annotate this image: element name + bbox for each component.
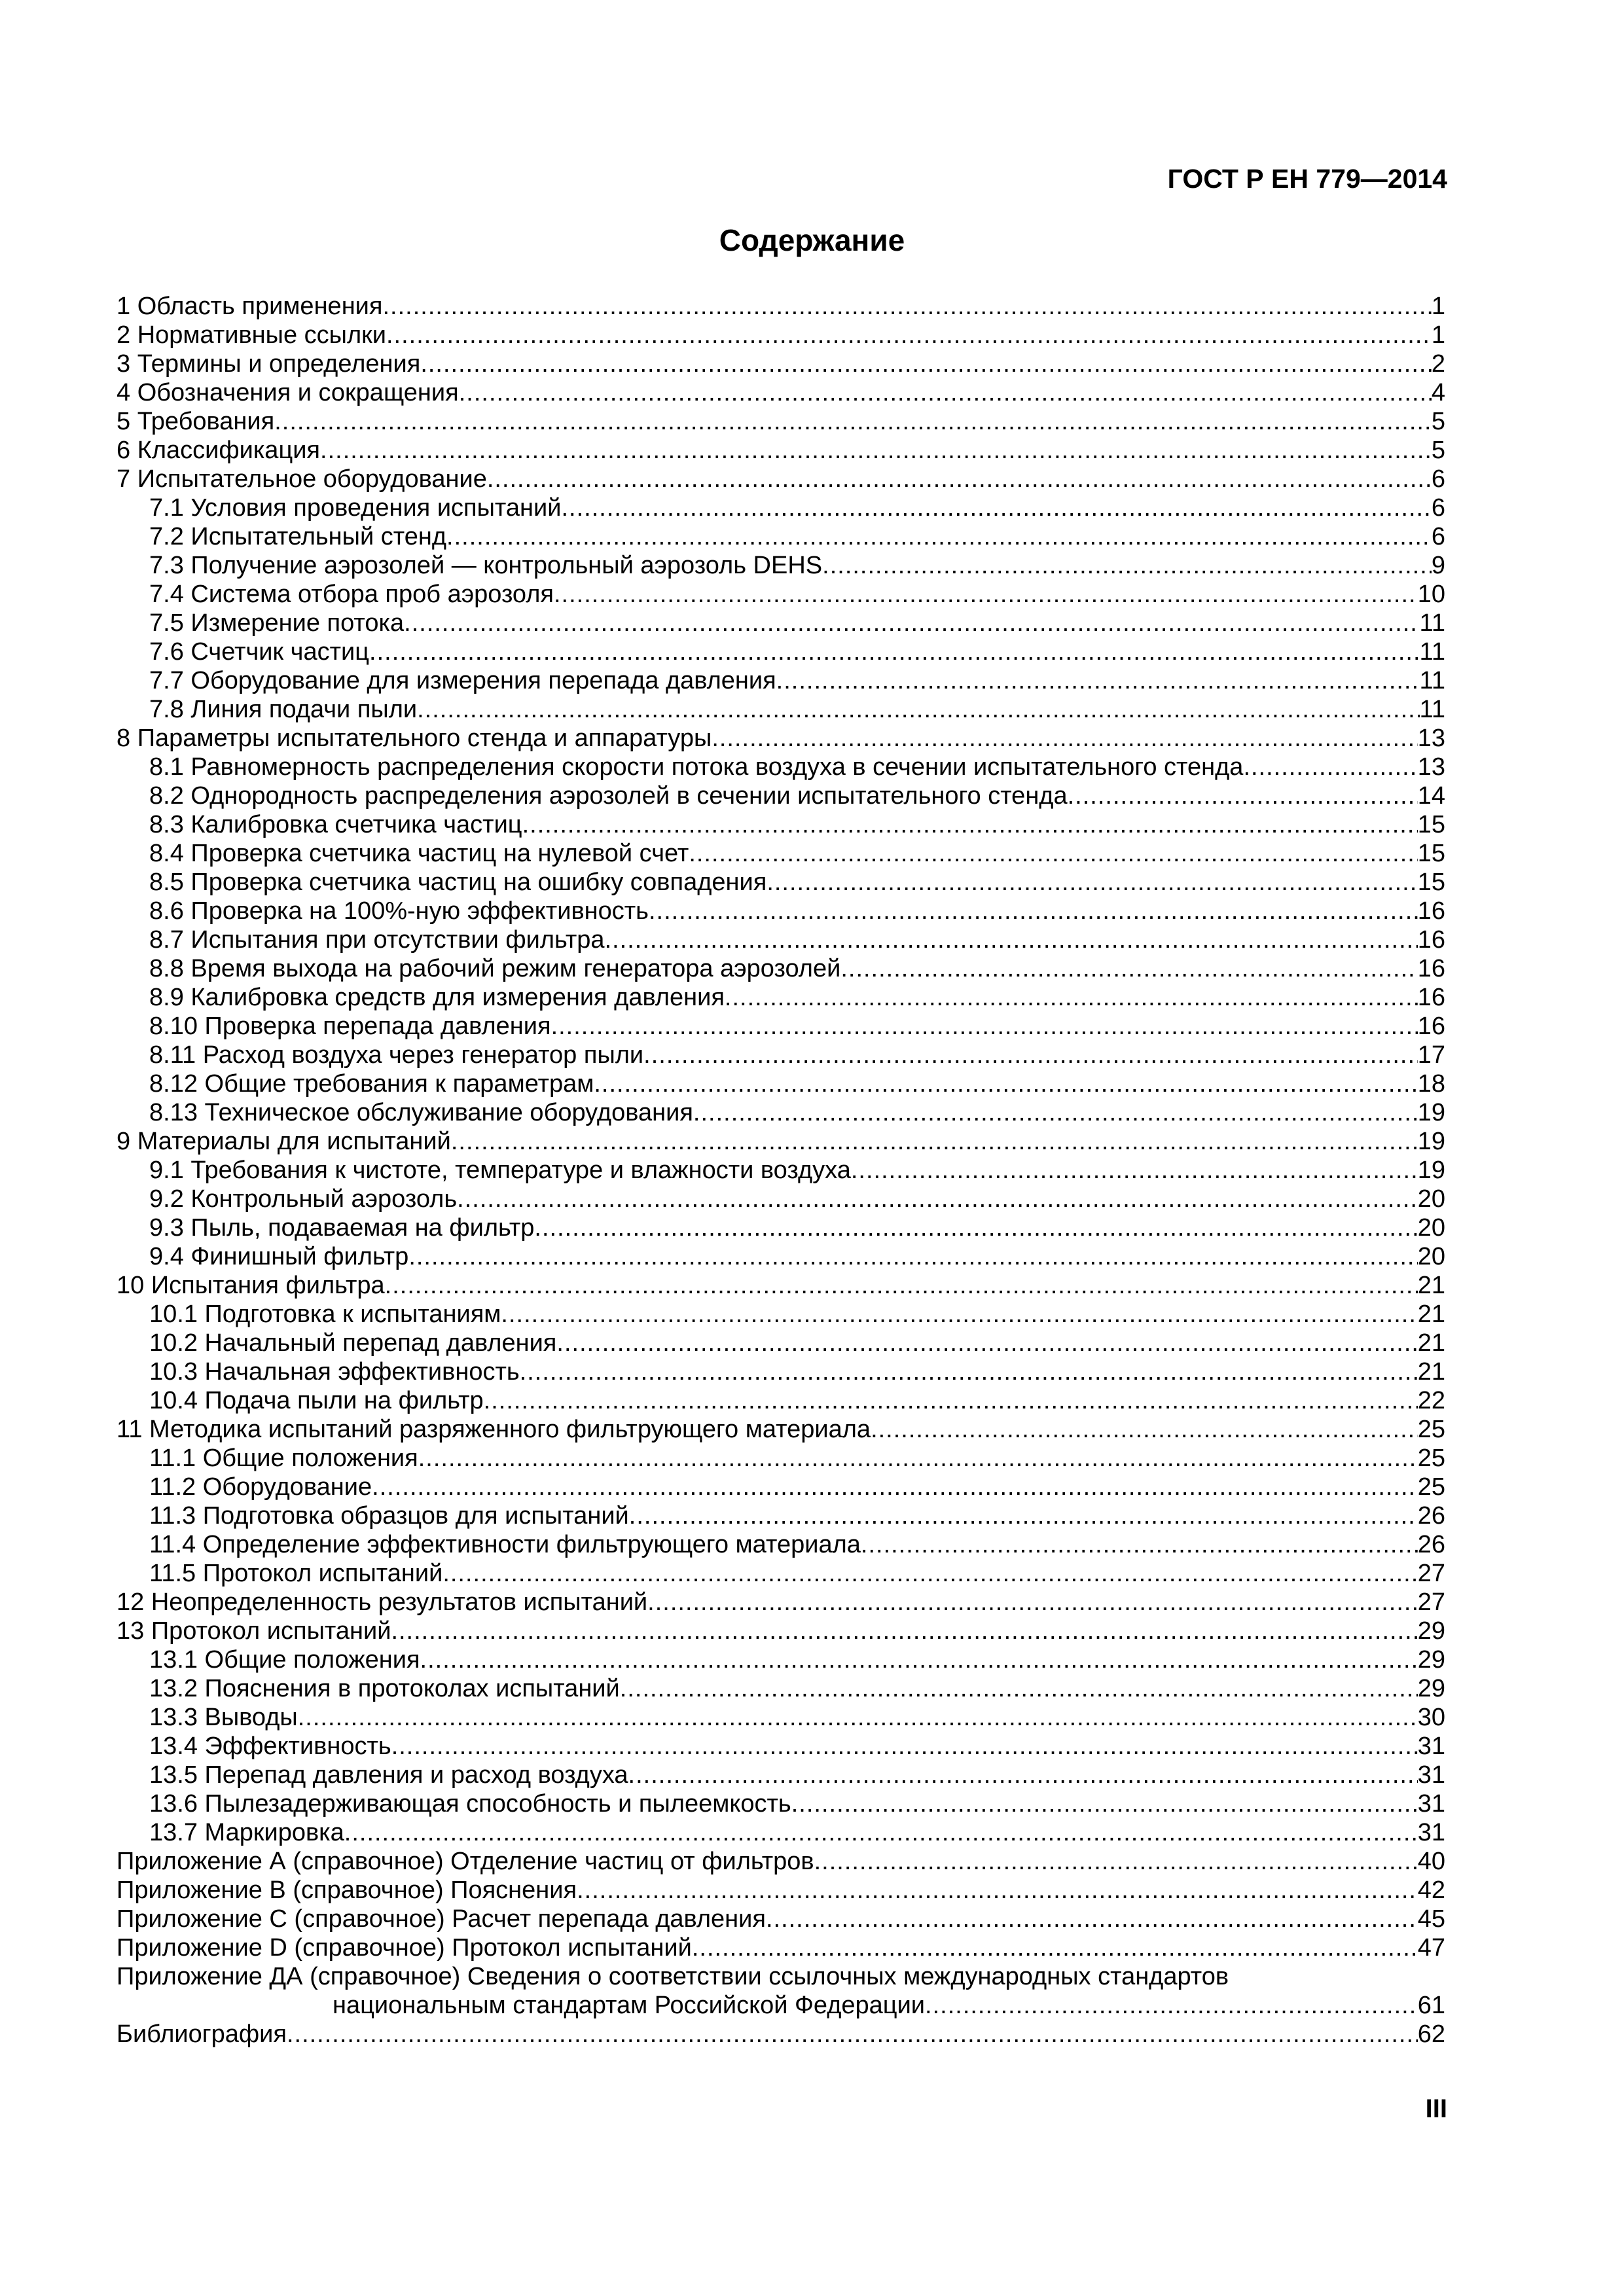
toc-entry-page: 11 bbox=[1419, 667, 1445, 694]
toc-entry-page: 25 bbox=[1417, 1473, 1445, 1501]
toc-entry-page: 9 bbox=[1431, 552, 1445, 579]
toc-entry-title: 10 Испытания фильтра bbox=[117, 1272, 385, 1299]
toc-entry-title: 13.2 Пояснения в протоколах испытаний bbox=[149, 1675, 620, 1702]
toc-leader-dots bbox=[391, 1732, 1418, 1761]
toc-entry-title: 5 Требования bbox=[117, 408, 275, 435]
toc-leader-dots bbox=[1243, 753, 1417, 781]
toc-entry[interactable] bbox=[117, 1098, 1445, 1127]
toc-leader-dots bbox=[420, 350, 1432, 378]
toc-leader-dots bbox=[647, 1588, 1418, 1617]
toc-entry-page: 5 bbox=[1431, 408, 1445, 435]
toc-leader-dots bbox=[766, 1905, 1418, 1933]
toc-heading: Содержание bbox=[719, 223, 905, 257]
toc-entry-title: 11.1 Общие положения bbox=[149, 1444, 418, 1472]
toc-entry-title: 8.9 Калибровка средств для измерения давления bbox=[149, 984, 725, 1011]
toc-entry-annex-da-line1[interactable]: Приложение ДА (справочное) Сведения о соответствии ссылочных международных стандартов bbox=[117, 1963, 1229, 1990]
toc-entry[interactable] bbox=[117, 983, 1445, 1012]
toc-entry-title: 11.4 Определение эффективности фильтрующего материала bbox=[149, 1531, 861, 1558]
toc-entry[interactable] bbox=[117, 1905, 1445, 1933]
toc-entry-title: 8.5 Проверка счетчика частиц на ошибку совпадения bbox=[149, 869, 767, 896]
toc-leader-dots bbox=[556, 1329, 1417, 1357]
toc-entry-title: 8.3 Калибровка счетчика частиц bbox=[149, 811, 522, 838]
toc-entry-page: 29 bbox=[1417, 1617, 1445, 1645]
toc-entry-page: 19 bbox=[1417, 1099, 1445, 1126]
toc-entry[interactable] bbox=[117, 609, 1445, 637]
toc-entry-title: 8.8 Время выхода на рабочий режим генератора аэрозолей bbox=[149, 955, 841, 982]
toc-leader-dots bbox=[457, 1185, 1418, 1213]
page-number: III bbox=[1425, 2094, 1447, 2123]
toc-entry-page: 29 bbox=[1417, 1675, 1445, 1702]
toc-entry[interactable] bbox=[117, 1703, 1445, 1732]
toc-leader-dots bbox=[551, 1012, 1418, 1041]
toc-entry-title: 8.4 Проверка счетчика частиц на нулевой счет bbox=[149, 840, 689, 867]
toc-entry-title: 9.2 Контрольный аэрозоль bbox=[149, 1185, 458, 1213]
toc-entry-page: 13 bbox=[1417, 753, 1445, 781]
toc-entry-title: 8.11 Расход воздуха через генератор пыли bbox=[149, 1041, 644, 1069]
toc-entry-page: 11 bbox=[1419, 609, 1445, 637]
toc-entry[interactable] bbox=[117, 551, 1445, 580]
toc-entry-title: Приложение А (справочное) Отделение частиц от фильтров bbox=[117, 1848, 814, 1875]
toc-leader-dots bbox=[274, 407, 1432, 436]
toc-entry[interactable] bbox=[117, 1357, 1445, 1386]
toc-entry-page: 15 bbox=[1417, 840, 1445, 867]
toc-entry-page: 27 bbox=[1417, 1588, 1445, 1616]
toc-entry-page: 20 bbox=[1417, 1185, 1445, 1213]
toc-entry[interactable] bbox=[117, 1645, 1445, 1674]
toc-entry[interactable] bbox=[117, 954, 1445, 983]
toc-entry[interactable] bbox=[117, 1732, 1445, 1761]
toc-leader-dots bbox=[344, 1818, 1418, 1847]
toc-entry[interactable] bbox=[117, 1271, 1445, 1300]
toc-entry-page: 11 bbox=[1419, 638, 1445, 666]
toc-entry-title: 8.6 Проверка на 100%-ную эффективность bbox=[149, 897, 649, 925]
toc-leader-dots bbox=[417, 695, 1419, 724]
toc-leader-dots bbox=[594, 1069, 1417, 1098]
toc-entry-title: 11.5 Протокол испытаний bbox=[149, 1560, 443, 1587]
toc-entry-page: 15 bbox=[1417, 869, 1445, 896]
toc-entry-title: 8.13 Техническое обслуживание оборудования bbox=[149, 1099, 693, 1126]
toc-leader-dots bbox=[649, 897, 1418, 925]
toc-entry-title: 7.3 Получение аэрозолей — контрольный аэрозоль DEHS bbox=[149, 552, 823, 579]
toc-entry[interactable] bbox=[117, 1588, 1445, 1617]
toc-entry-page: 42 bbox=[1417, 1876, 1445, 1904]
toc-entry-page: 16 bbox=[1417, 1013, 1445, 1040]
toc-entry-page: 6 bbox=[1431, 494, 1445, 522]
toc-leader-dots bbox=[776, 666, 1420, 695]
toc-leader-dots bbox=[840, 954, 1417, 983]
toc-entry[interactable] bbox=[117, 350, 1445, 378]
toc-entry-title: 6 Классификация bbox=[117, 437, 321, 464]
toc-entry-page: 11 bbox=[1419, 696, 1445, 723]
toc-leader-dots bbox=[692, 1933, 1418, 1962]
toc-entry[interactable] bbox=[117, 580, 1445, 609]
table-of-contents bbox=[117, 292, 1445, 2049]
toc-leader-dots bbox=[1068, 781, 1418, 810]
toc-entry-page: 21 bbox=[1417, 1358, 1445, 1386]
toc-leader-dots bbox=[767, 868, 1417, 897]
toc-leader-dots bbox=[520, 1357, 1418, 1386]
toc-leader-dots bbox=[725, 983, 1418, 1012]
toc-entry-page: 47 bbox=[1417, 1934, 1445, 1962]
toc-leader-dots bbox=[689, 839, 1417, 868]
toc-entry-page: 31 bbox=[1417, 1761, 1445, 1789]
toc-entry[interactable] bbox=[117, 1473, 1445, 1501]
toc-leader-dots bbox=[442, 1559, 1417, 1588]
toc-entry[interactable] bbox=[117, 753, 1445, 781]
toc-entry-title: 10.1 Подготовка к испытаниям bbox=[149, 1300, 501, 1328]
toc-entry-title: 8.12 Общие требования к параметрам bbox=[149, 1070, 594, 1098]
toc-entry-page: 19 bbox=[1417, 1157, 1445, 1184]
toc-entry-page: 6 bbox=[1431, 465, 1445, 493]
toc-entry-title: 8 Параметры испытательного стенда и аппаратуры bbox=[117, 725, 712, 752]
toc-entry-page: 20 bbox=[1417, 1214, 1445, 1242]
toc-entry[interactable] bbox=[117, 695, 1445, 724]
toc-entry-title: 13.3 Выводы bbox=[149, 1704, 298, 1731]
toc-entry[interactable] bbox=[117, 493, 1445, 522]
toc-entry[interactable] bbox=[117, 1329, 1445, 1357]
toc-entry-title: 10.2 Начальный перепад давления bbox=[149, 1329, 557, 1357]
toc-entry-page: 16 bbox=[1417, 897, 1445, 925]
toc-entry[interactable] bbox=[117, 897, 1445, 925]
toc-leader-dots bbox=[459, 378, 1432, 407]
toc-leader-dots bbox=[522, 810, 1418, 839]
toc-leader-dots bbox=[382, 292, 1431, 321]
toc-leader-dots bbox=[484, 1386, 1418, 1415]
toc-leader-dots bbox=[620, 1674, 1418, 1703]
toc-entry-title: Приложение D (справочное) Протокол испытаний bbox=[117, 1934, 692, 1962]
toc-entry[interactable] bbox=[117, 1674, 1445, 1703]
toc-entry[interactable] bbox=[117, 292, 1445, 321]
toc-entry-title: Приложение С (справочное) Расчет перепада давления bbox=[117, 1905, 766, 1933]
toc-leader-dots bbox=[420, 1645, 1418, 1674]
toc-leader-dots bbox=[501, 1300, 1417, 1329]
toc-entry[interactable] bbox=[117, 1300, 1445, 1329]
toc-entry-title: 11 Методика испытаний разряженного фильтрующего материала bbox=[117, 1416, 871, 1443]
toc-entry-page: 31 bbox=[1417, 1790, 1445, 1818]
toc-entry-page: 22 bbox=[1417, 1387, 1445, 1414]
toc-entry-page: 25 bbox=[1417, 1444, 1445, 1472]
toc-entry-page: 21 bbox=[1417, 1300, 1445, 1328]
toc-entry[interactable] bbox=[117, 378, 1445, 407]
toc-entry-title: 13.4 Эффективность bbox=[149, 1732, 391, 1760]
toc-entry[interactable] bbox=[117, 1185, 1445, 1213]
toc-entry-page: 62 bbox=[1417, 2020, 1445, 2048]
toc-entry-page: 16 bbox=[1417, 955, 1445, 982]
toc-entry[interactable] bbox=[117, 522, 1445, 551]
toc-entry-title: 12 Неопределенность результатов испытаний bbox=[117, 1588, 648, 1616]
toc-leader-dots bbox=[643, 1041, 1418, 1069]
toc-leader-dots bbox=[925, 1991, 1418, 2020]
toc-leader-dots bbox=[605, 925, 1418, 954]
toc-entry[interactable] bbox=[117, 1847, 1445, 1876]
toc-entry-page: 6 bbox=[1431, 523, 1445, 550]
toc-entry-title: 10.4 Подача пыли на фильтр bbox=[149, 1387, 484, 1414]
toc-leader-dots bbox=[385, 1271, 1418, 1300]
toc-entry-title: 9.4 Финишный фильтр bbox=[149, 1243, 409, 1270]
toc-entry-title: 1 Область применения bbox=[117, 293, 383, 320]
toc-entry-page: 18 bbox=[1417, 1070, 1445, 1098]
toc-leader-dots bbox=[851, 1156, 1418, 1185]
toc-entry-page: 15 bbox=[1417, 811, 1445, 838]
toc-entry-page: 16 bbox=[1417, 984, 1445, 1011]
toc-entry-page: 1 bbox=[1431, 293, 1445, 320]
toc-entry-title: 11.2 Оборудование bbox=[149, 1473, 372, 1501]
toc-entry[interactable] bbox=[117, 1876, 1445, 1905]
toc-entry-title: 7.7 Оборудование для измерения перепада давления bbox=[149, 667, 776, 694]
toc-entry-page: 2 bbox=[1431, 350, 1445, 378]
toc-entry-title: 9 Материалы для испытаний bbox=[117, 1128, 451, 1155]
toc-entry[interactable] bbox=[117, 1789, 1445, 1818]
toc-leader-dots bbox=[451, 1127, 1418, 1156]
toc-leader-dots bbox=[712, 724, 1417, 753]
toc-entry[interactable] bbox=[117, 724, 1445, 753]
toc-leader-dots bbox=[814, 1847, 1418, 1876]
toc-entry-page: 4 bbox=[1431, 379, 1445, 406]
toc-entry[interactable] bbox=[117, 436, 1445, 465]
toc-entry-title: 7.8 Линия подачи пыли bbox=[149, 696, 418, 723]
toc-entry-title: 8.7 Испытания при отсутствии фильтра bbox=[149, 926, 605, 954]
toc-leader-dots bbox=[629, 1501, 1418, 1530]
toc-entry[interactable] bbox=[117, 1415, 1445, 1444]
toc-entry[interactable] bbox=[117, 666, 1445, 695]
toc-entry-title: 13.1 Общие положения bbox=[149, 1646, 420, 1674]
toc-entry[interactable] bbox=[117, 1444, 1445, 1473]
toc-entry-page: 29 bbox=[1417, 1646, 1445, 1674]
toc-entry-title: 7 Испытательное оборудование bbox=[117, 465, 487, 493]
toc-leader-dots bbox=[791, 1789, 1418, 1818]
toc-entry-title: 8.10 Проверка перепада давления bbox=[149, 1013, 551, 1040]
toc-entry[interactable] bbox=[117, 321, 1445, 350]
toc-entry-page: 20 bbox=[1417, 1243, 1445, 1270]
toc-entry-page: 45 bbox=[1417, 1905, 1445, 1933]
toc-entry-title: 9.1 Требования к чистоте, температуре и влажности воздуха bbox=[149, 1157, 851, 1184]
toc-entry[interactable] bbox=[117, 637, 1445, 666]
toc-entry-page: 26 bbox=[1417, 1502, 1445, 1530]
toc-entry-page: 16 bbox=[1417, 926, 1445, 954]
toc-entry-title: 4 Обозначения и сокращения bbox=[117, 379, 459, 406]
toc-entry[interactable] bbox=[117, 1530, 1445, 1559]
toc-entry-title: 9.3 Пыль, подаваемая на фильтр bbox=[149, 1214, 535, 1242]
toc-entry-page: 27 bbox=[1417, 1560, 1445, 1587]
toc-entry-title: 13.6 Пылезадерживающая способность и пылеемкость bbox=[149, 1790, 791, 1818]
toc-entry-page: 5 bbox=[1431, 437, 1445, 464]
toc-entry[interactable] bbox=[117, 1933, 1445, 1962]
toc-entry[interactable] bbox=[117, 407, 1445, 436]
toc-entry-page: 40 bbox=[1417, 1848, 1445, 1875]
toc-leader-dots bbox=[534, 1213, 1417, 1242]
toc-entry-title: 10.3 Начальная эффективность bbox=[149, 1358, 520, 1386]
toc-entry-page: 31 bbox=[1417, 1732, 1445, 1760]
toc-leader-dots bbox=[369, 637, 1420, 666]
toc-entry[interactable] bbox=[117, 1127, 1445, 1156]
toc-entry-title: 7.4 Система отбора проб аэрозоля bbox=[149, 581, 554, 608]
toc-entry-title: 7.1 Условия проведения испытаний bbox=[149, 494, 562, 522]
toc-leader-dots bbox=[418, 1444, 1418, 1473]
toc-entry-page: 21 bbox=[1417, 1329, 1445, 1357]
toc-entry[interactable] bbox=[117, 1818, 1445, 1847]
toc-entry-title: 8.1 Равномерность распределения скорости потока воздуха в сечении испытательного стенда bbox=[149, 753, 1244, 781]
toc-entry-page: 10 bbox=[1417, 581, 1445, 608]
toc-leader-dots bbox=[487, 465, 1432, 493]
toc-entry[interactable] bbox=[117, 925, 1445, 954]
toc-entry[interactable] bbox=[117, 1012, 1445, 1041]
toc-leader-dots bbox=[446, 522, 1432, 551]
toc-leader-dots bbox=[577, 1876, 1418, 1905]
toc-entry-title: 3 Термины и определения bbox=[117, 350, 421, 378]
toc-leader-dots bbox=[320, 436, 1432, 465]
toc-entry-title: 7.6 Счетчик частиц bbox=[149, 638, 370, 666]
toc-entry[interactable] bbox=[117, 1386, 1445, 1415]
toc-entry-title: 7.2 Испытательный стенд bbox=[149, 523, 447, 550]
toc-entry[interactable] bbox=[117, 465, 1445, 493]
toc-entry-title: 7.5 Измерение потока bbox=[149, 609, 405, 637]
toc-leader-dots bbox=[693, 1098, 1418, 1127]
toc-leader-dots bbox=[391, 1617, 1417, 1645]
toc-leader-dots bbox=[822, 551, 1432, 580]
toc-entry-page: 19 bbox=[1417, 1128, 1445, 1155]
toc-entry-page: 31 bbox=[1417, 1819, 1445, 1846]
document-code: ГОСТ Р ЕН 779—2014 bbox=[1167, 164, 1447, 194]
toc-entry-page: 26 bbox=[1417, 1531, 1445, 1558]
toc-leader-dots bbox=[404, 609, 1419, 637]
toc-leader-dots bbox=[628, 1761, 1418, 1789]
toc-leader-dots bbox=[298, 1703, 1418, 1732]
toc-entry-page: 61 bbox=[1417, 1992, 1445, 2019]
toc-leader-dots bbox=[554, 580, 1418, 609]
toc-entry[interactable] bbox=[117, 1213, 1445, 1242]
toc-entry-page: 14 bbox=[1417, 782, 1445, 810]
toc-entry[interactable] bbox=[117, 1041, 1445, 1069]
toc-entry[interactable] bbox=[117, 1559, 1445, 1588]
toc-leader-dots bbox=[408, 1242, 1417, 1271]
toc-entry[interactable] bbox=[117, 810, 1445, 839]
toc-entry[interactable] bbox=[117, 839, 1445, 868]
toc-entry-page: 21 bbox=[1417, 1272, 1445, 1299]
toc-entry-annex-da-line2[interactable] bbox=[117, 1991, 1445, 2020]
toc-entry[interactable] bbox=[117, 1617, 1445, 1645]
toc-entry-title: 2 Нормативные ссылки bbox=[117, 321, 386, 349]
toc-leader-dots bbox=[861, 1530, 1418, 1559]
toc-entry-title: 13.7 Маркировка bbox=[149, 1819, 344, 1846]
toc-entry-title: Библиография bbox=[117, 2020, 287, 2048]
toc-entry[interactable] bbox=[117, 1501, 1445, 1530]
toc-entry[interactable] bbox=[117, 1156, 1445, 1185]
toc-entry-page: 25 bbox=[1417, 1416, 1445, 1443]
toc-entry-title: национальным стандартам Российской Федерации bbox=[333, 1992, 926, 2019]
toc-entry-title: 11.3 Подготовка образцов для испытаний bbox=[149, 1502, 629, 1530]
toc-leader-dots bbox=[386, 321, 1432, 350]
toc-entry-title: 13 Протокол испытаний bbox=[117, 1617, 391, 1645]
toc-entry[interactable] bbox=[117, 1242, 1445, 1271]
toc-entry-bibliography[interactable] bbox=[117, 2020, 1445, 2049]
toc-leader-dots bbox=[871, 1415, 1418, 1444]
toc-leader-dots bbox=[287, 2020, 1418, 2049]
toc-entry-title: Приложение В (справочное) Пояснения bbox=[117, 1876, 577, 1904]
toc-entry[interactable] bbox=[117, 1761, 1445, 1789]
toc-entry[interactable] bbox=[117, 1069, 1445, 1098]
toc-entry-page: 1 bbox=[1431, 321, 1445, 349]
toc-entry-title: 13.5 Перепад давления и расход воздуха bbox=[149, 1761, 628, 1789]
toc-entry-page: 30 bbox=[1417, 1704, 1445, 1731]
toc-entry[interactable] bbox=[117, 781, 1445, 810]
toc-entry-title: 8.2 Однородность распределения аэрозолей в сечении испытательного стенда bbox=[149, 782, 1068, 810]
toc-leader-dots bbox=[372, 1473, 1418, 1501]
toc-entry-page: 13 bbox=[1417, 725, 1445, 752]
toc-leader-dots bbox=[562, 493, 1432, 522]
toc-entry-page: 17 bbox=[1417, 1041, 1445, 1069]
toc-entry[interactable] bbox=[117, 868, 1445, 897]
